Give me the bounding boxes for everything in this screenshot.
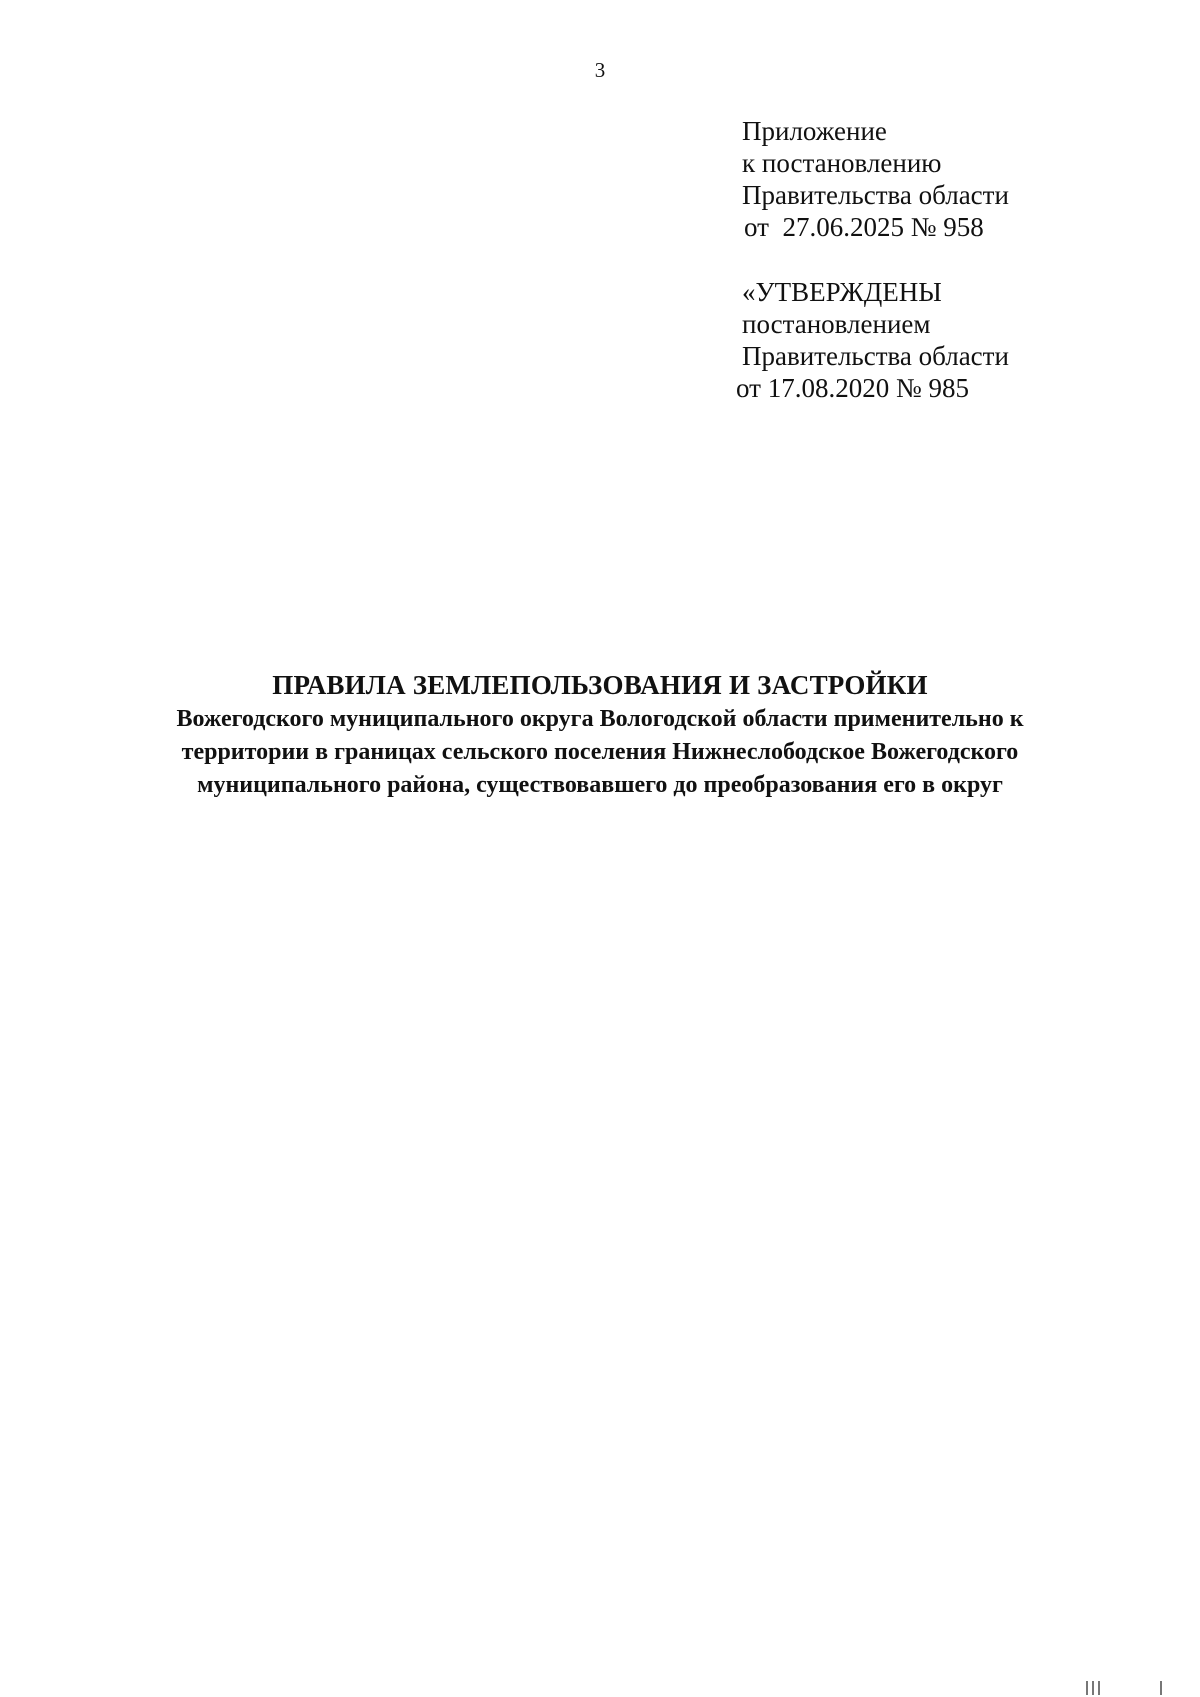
- annex-heading: Приложение: [742, 116, 887, 146]
- scan-mark: [1160, 1681, 1162, 1695]
- page-number: 3: [594, 58, 606, 82]
- scan-mark: [1086, 1681, 1088, 1695]
- document-title-block: [60, 667, 1140, 802]
- approved-authority: Правительства области: [742, 341, 1009, 371]
- approved-block: [736, 276, 1009, 404]
- annex-date-number: от 27.06.2025 № 958: [744, 212, 984, 242]
- annex-authority: Правительства области: [742, 180, 1009, 210]
- annex-reference: к постановлению: [742, 148, 942, 178]
- approved-by: постановлением: [742, 309, 931, 339]
- document-subtitle-line: муниципального района, существовавшего до преобразования его в округ: [197, 772, 1003, 798]
- document-subtitle: [60, 703, 1140, 802]
- document-subtitle-line: территории в границах сельского поселения Нижнеслободское Вожегодского: [181, 739, 1019, 765]
- approved-date-number: от 17.08.2020 № 985: [736, 373, 969, 403]
- annex-block: [742, 115, 1009, 243]
- document-title: ПРАВИЛА ЗЕМЛЕПОЛЬЗОВАНИЯ И ЗАСТРОЙКИ: [272, 670, 928, 700]
- scan-mark: [1092, 1681, 1094, 1695]
- approved-heading: «УТВЕРЖДЕНЫ: [742, 277, 942, 307]
- document-subtitle-line: Вожегодского муниципального округа Вологодской области применительно к: [176, 706, 1024, 732]
- scan-mark: [1098, 1681, 1100, 1695]
- scan-artifact-marks: [1056, 1677, 1176, 1695]
